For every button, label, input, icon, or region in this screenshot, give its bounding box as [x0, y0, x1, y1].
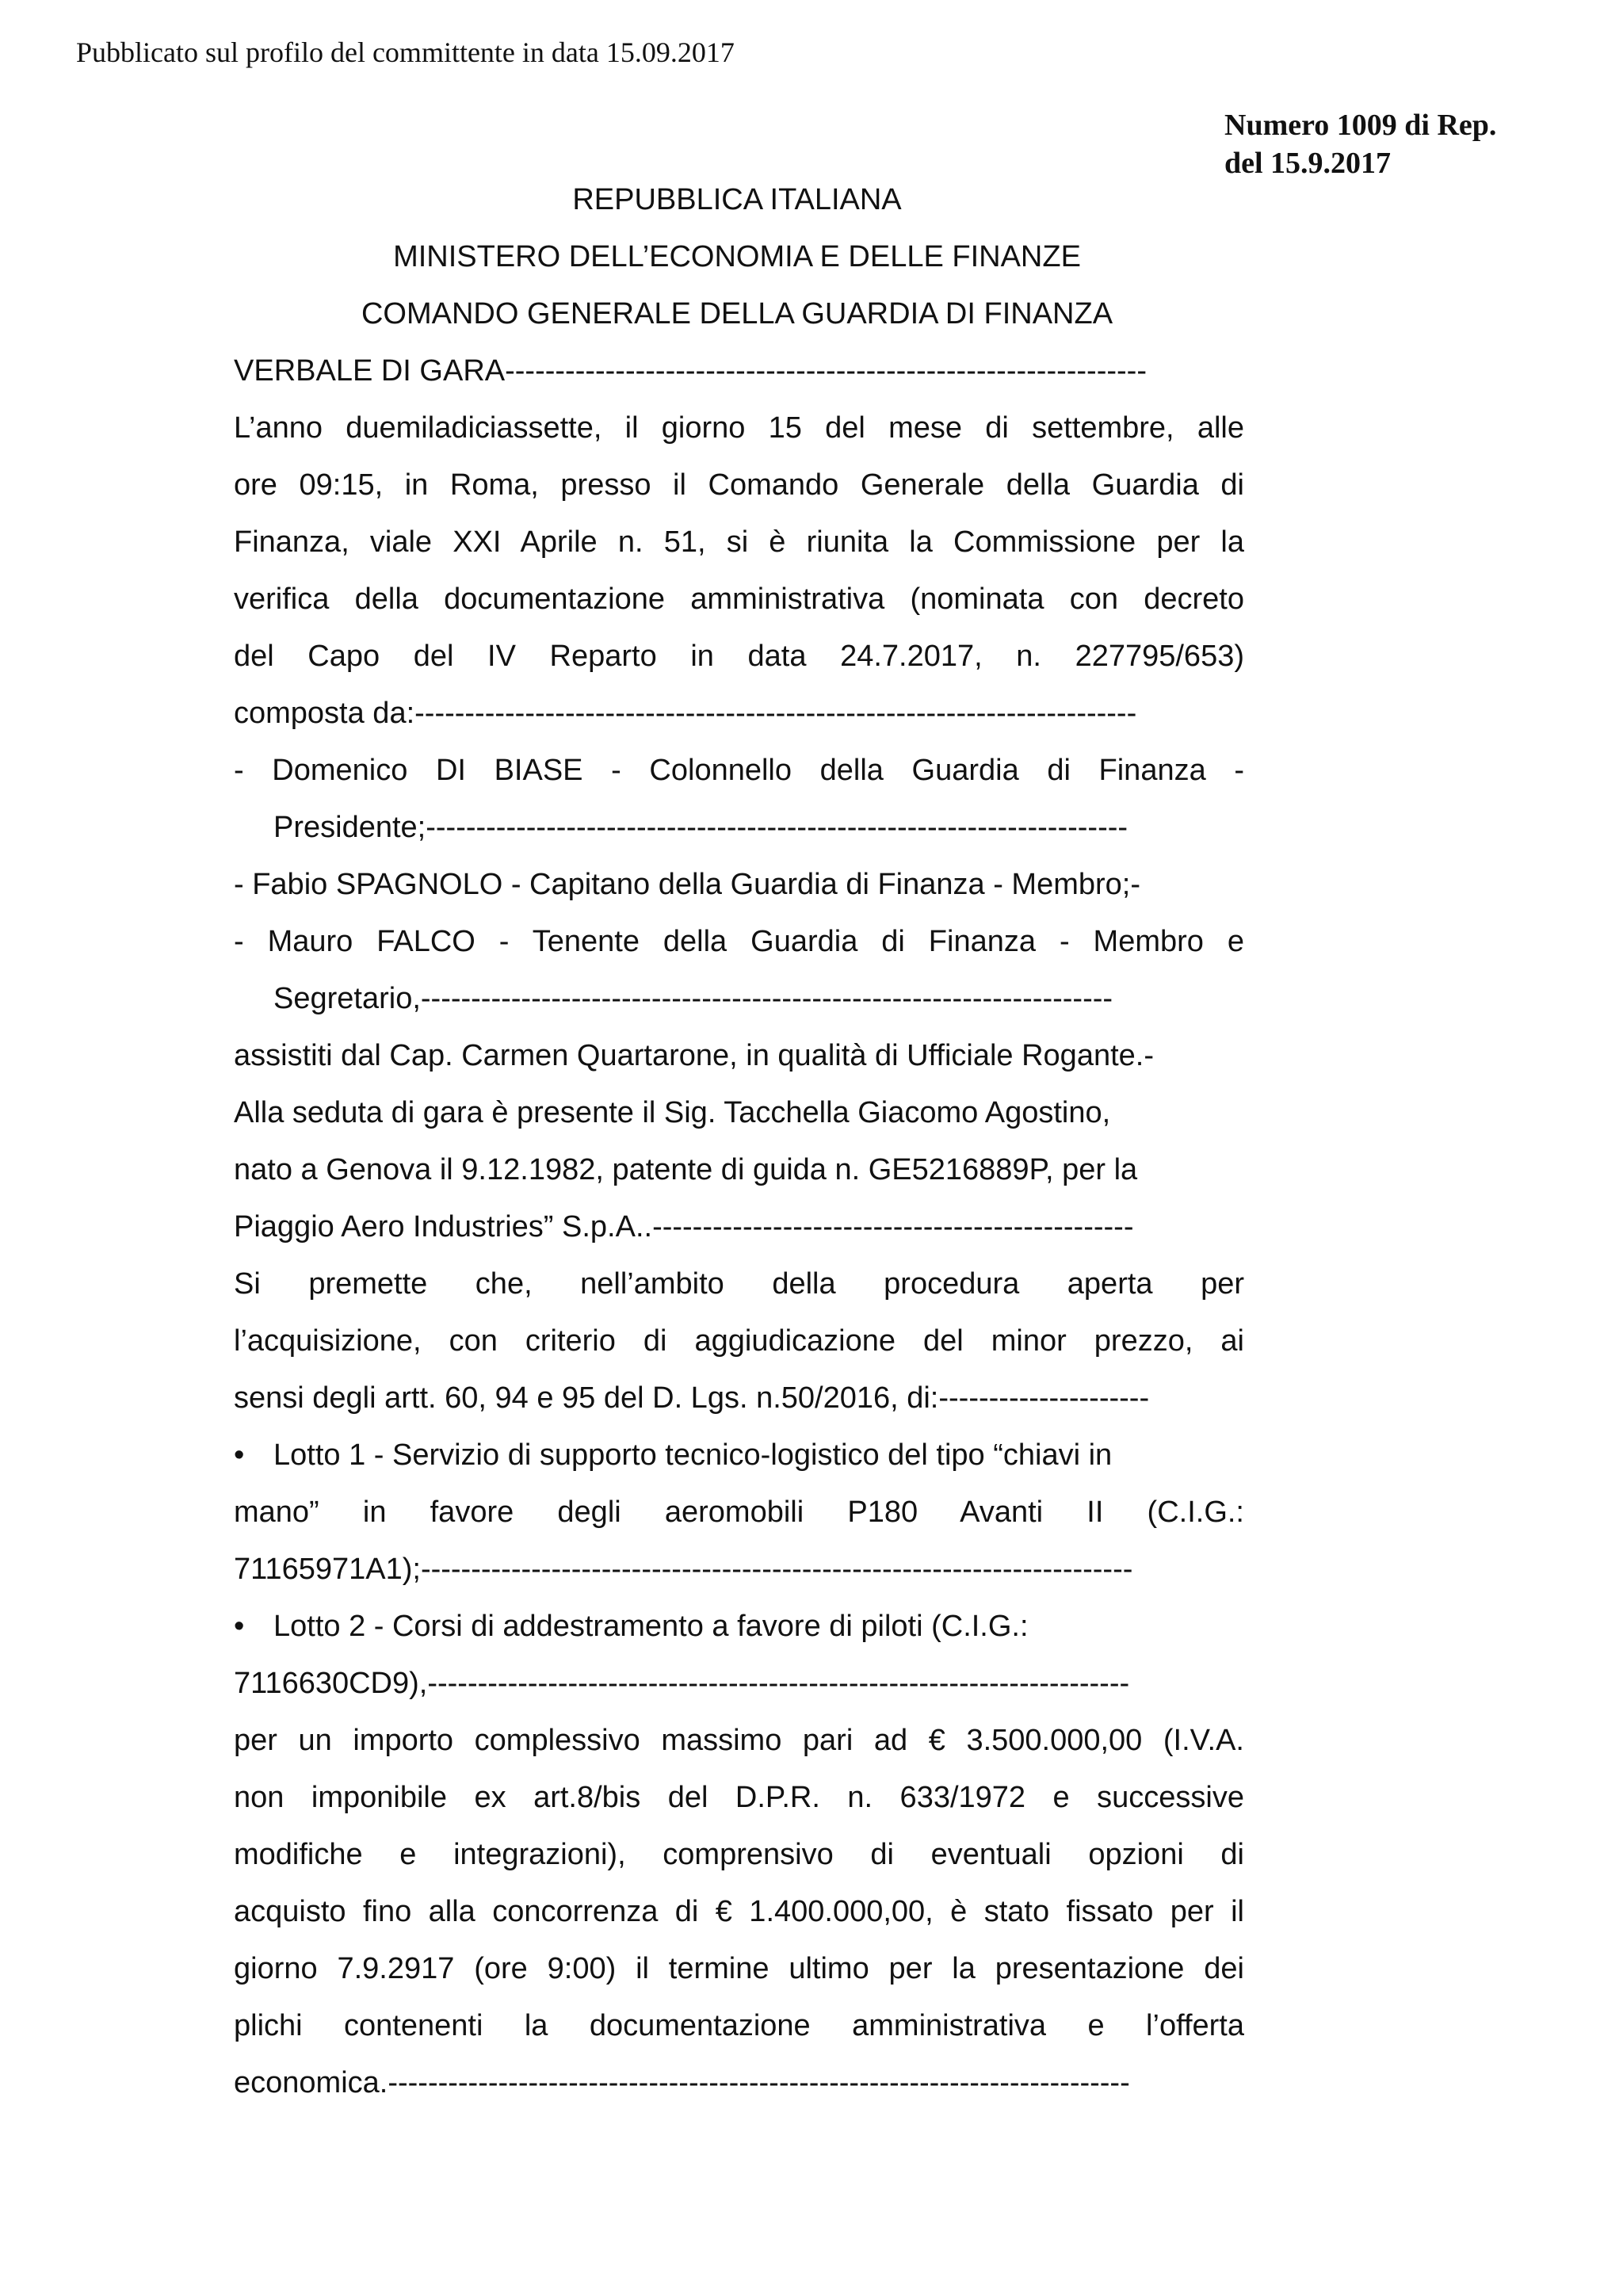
text-line: Segretario,---------------------------------------------------------------------: [273, 982, 1113, 1015]
text-line: Lotto 1 - Servizio di supporto tecnico-logistico del tipo “chiavi in: [273, 1438, 1113, 1472]
text-line: l’acquisizione, con criterio di aggiudicazione del minor prezzo, ai: [234, 1324, 1244, 1358]
text-line: verifica della documentazione amministrativa (nominata con decreto: [234, 583, 1244, 616]
text-line: - Domenico DI BIASE - Colonnello della Guardia di Finanza -: [234, 754, 1244, 787]
heading-ministry: MINISTERO DELL’ECONOMIA E DELLE FINANZE: [393, 240, 1081, 273]
text-line: - Fabio SPAGNOLO - Capitano della Guardia di Finanza - Membro;-: [234, 868, 1140, 901]
text-line: 71165971A1);-----------------------------------------------------------------------: [234, 1553, 1133, 1586]
text-line: - Mauro FALCO - Tenente della Guardia di Finanza - Membro e: [234, 925, 1244, 958]
text-line: non imponibile ex art.8/bis del D.P.R. n. 633/1972 e successive: [234, 1781, 1244, 1814]
text-line: plichi contenenti la documentazione amministrativa e l’offerta: [234, 2009, 1244, 2042]
text-line: assistiti dal Cap. Carmen Quartarone, in qualità di Ufficiale Rogante.-: [234, 1039, 1154, 1072]
heading-command: COMANDO GENERALE DELLA GUARDIA DI FINANZA: [361, 297, 1113, 330]
text-line: ore 09:15, in Roma, presso il Comando Generale della Guardia di: [234, 468, 1244, 502]
text-line: per un importo complessivo massimo pari ad € 3.500.000,00 (I.V.A.: [234, 1724, 1244, 1757]
text-line: composta da:------------------------------------------------------------------------: [234, 697, 1137, 730]
bullet-icon: •: [234, 1610, 245, 1643]
list-item-lotto-2: [234, 1607, 1244, 1664]
text-line: sensi degli artt. 60, 94 e 95 del D. Lgs. n.50/2016, di:---------------------: [234, 1381, 1150, 1415]
text-line: del Capo del IV Reparto in data 24.7.2017, n. 227795/653): [234, 640, 1244, 673]
repertory-date-line: del 15.9.2017: [1224, 147, 1392, 180]
text-line: economica.--------------------------------------------------------------------------: [234, 2066, 1130, 2099]
text-line: L’anno duemiladiciassette, il giorno 15 del mese di settembre, alle: [234, 411, 1244, 445]
text-line: mano” in favore degli aeromobili P180 Avanti II (C.I.G.:: [234, 1496, 1244, 1529]
bullet-icon: •: [234, 1438, 245, 1472]
document-body: [234, 352, 1244, 2121]
text-line: acquisto fino alla concorrenza di € 1.400.000,00, è stato fissato per il: [234, 1895, 1244, 1928]
text-line: nato a Genova il 9.12.1982, patente di guida n. GE5216889P, per la: [234, 1153, 1138, 1186]
text-line: VERBALE DI GARA----------------------------------------------------------------: [234, 354, 1147, 388]
repertory-number-line: Numero 1009 di Rep.: [1224, 109, 1497, 142]
text-line: modifiche e integrazioni), comprensivo di eventuali opzioni di: [234, 1838, 1244, 1871]
text-line: Piaggio Aero Industries” S.p.A..------------------------------------------------: [234, 1210, 1134, 1244]
heading-republic: REPUBBLICA ITALIANA: [572, 183, 902, 216]
text-line: Alla seduta di gara è presente il Sig. Tacchella Giacomo Agostino,: [234, 1096, 1111, 1129]
text-line: Finanza, viale XXI Aprile n. 51, si è riunita la Commissione per la: [234, 525, 1244, 559]
text-line: Presidente;----------------------------------------------------------------------: [273, 811, 1128, 844]
repertory-number: [1224, 106, 1496, 182]
text-line: giorno 7.9.2917 (ore 9:00) il termine ultimo per la presentazione dei: [234, 1952, 1244, 1985]
text-line: 7116630CD9),----------------------------------------------------------------------: [234, 1667, 1130, 1700]
list-item-lotto-1: [234, 1436, 1244, 1493]
text-line: Si premette che, nell’ambito della procedura aperta per: [234, 1267, 1244, 1301]
publication-note: Pubblicato sul profilo del committente in data 15.09.2017: [76, 36, 735, 68]
document-headings: [230, 181, 1244, 352]
text-line: Lotto 2 - Corsi di addestramento a favore di piloti (C.I.G.:: [273, 1610, 1029, 1643]
